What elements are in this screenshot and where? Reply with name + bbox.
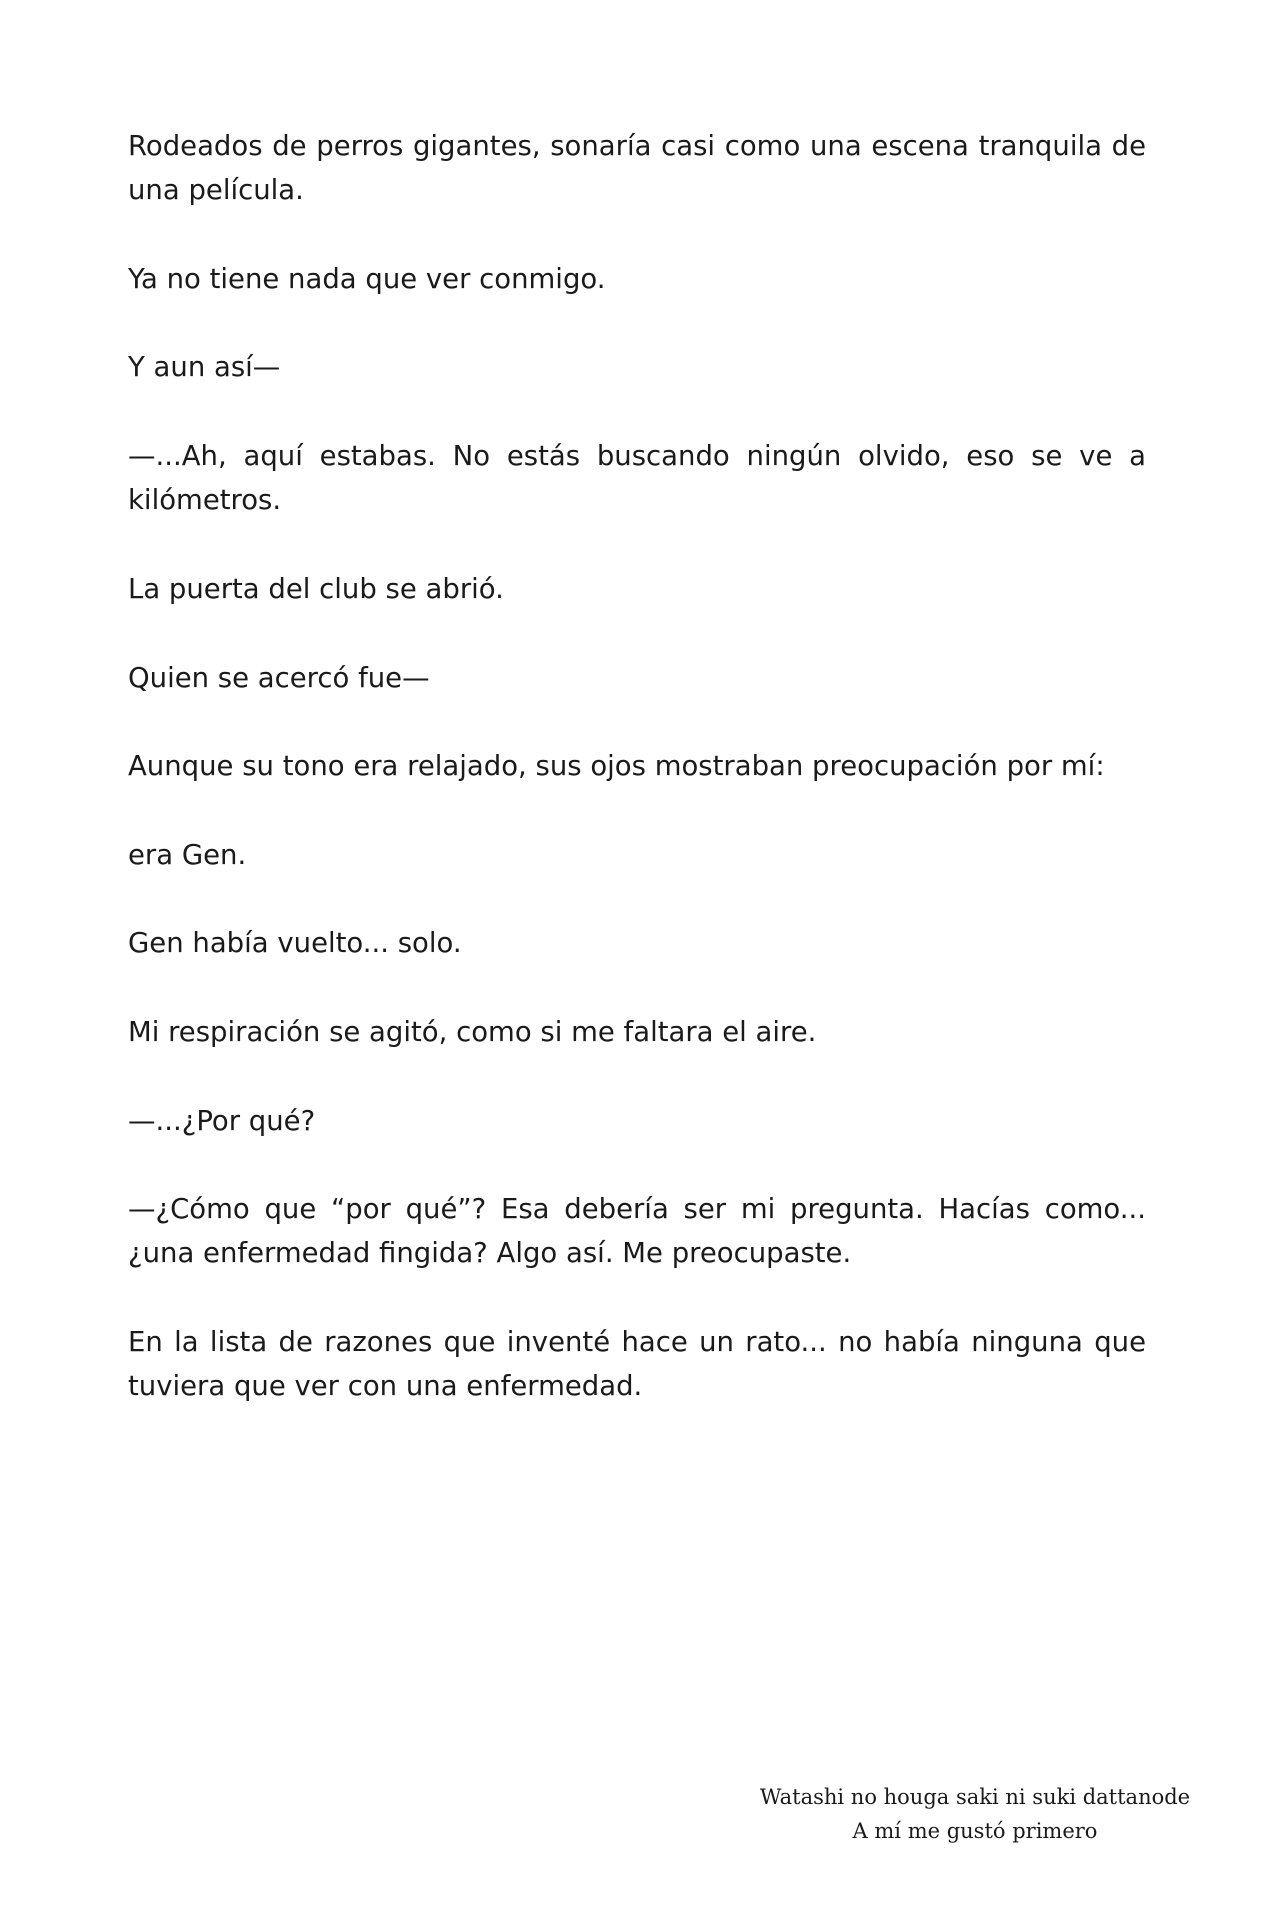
paragraph: En la lista de razones que inventé hace un rato... no había ninguna que tuviera que ver con una enfermedad. (128, 1326, 1146, 1403)
page-body (128, 124, 1146, 1453)
paragraph: Rodeados de perros gigantes, sonaría casi como una escena tranquila de una película. (128, 130, 1146, 207)
footer-title-romaji: Watashi no houga saki ni suki dattanode (759, 1785, 1191, 1809)
footer-title-spanish: A mí me gustó primero (852, 1819, 1098, 1843)
paragraph: Ya no tiene nada que ver conmigo. (128, 262, 606, 295)
paragraph: Quien se acercó fue— (128, 661, 430, 694)
paragraph: Aunque su tono era relajado, sus ojos mostraban preocupación por mí: (128, 750, 1105, 783)
paragraph: —...Ah, aquí estabas. No estás buscando ningún olvido, eso se ve a kilómetros. (128, 440, 1146, 517)
paragraph: Y aun así— (128, 351, 281, 384)
page-footer (740, 1780, 1210, 1848)
paragraph: La puerta del club se abrió. (128, 572, 504, 605)
paragraph: Gen había vuelto... solo. (128, 927, 462, 960)
paragraph: —...¿Por qué? (128, 1104, 316, 1137)
paragraph: —¿Cómo que “por qué”? Esa debería ser mi pregunta. Hacías como... ¿una enfermedad fingida? Algo así. Me preocupaste. (128, 1193, 1146, 1270)
paragraph: era Gen. (128, 838, 247, 871)
paragraph: Mi respiración se agitó, como si me faltara el aire. (128, 1015, 817, 1048)
